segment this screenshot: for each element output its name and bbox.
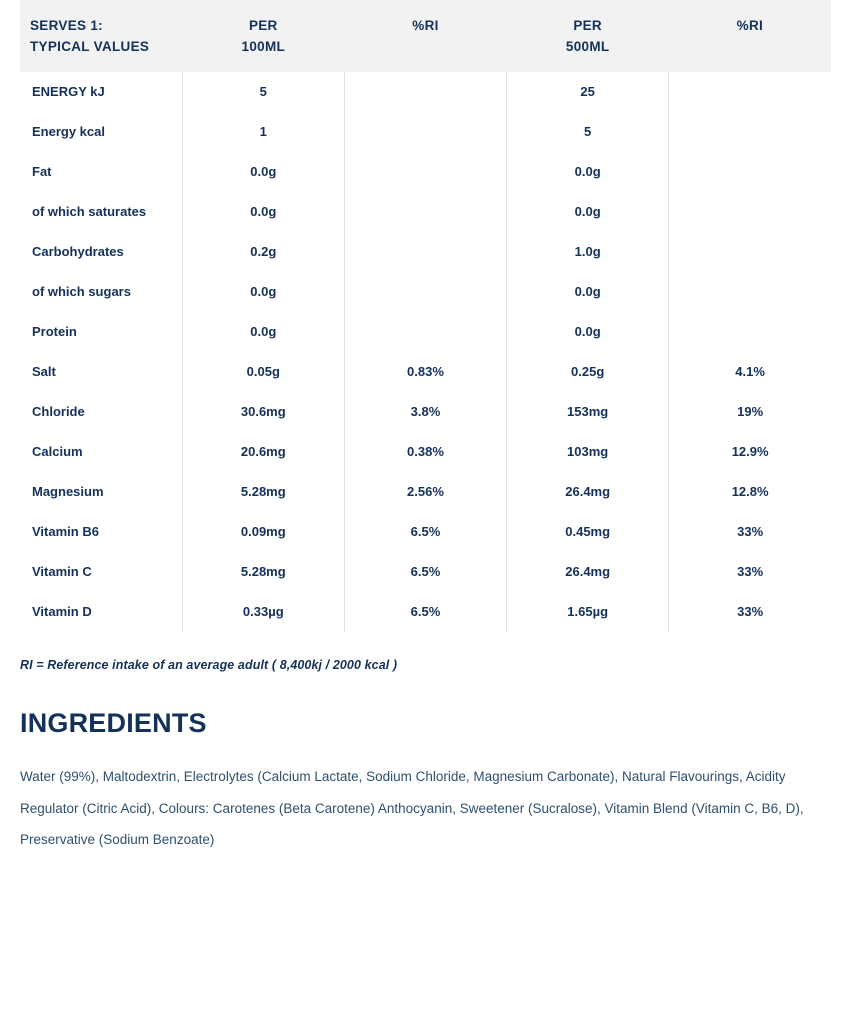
table-row bbox=[20, 272, 831, 312]
cell-ri-100ml: 0.83% bbox=[344, 352, 506, 392]
table-row bbox=[20, 232, 831, 272]
cell-ri-100ml bbox=[344, 192, 506, 232]
header-line1: PER bbox=[573, 18, 602, 33]
cell-per-100ml: 30.6mg bbox=[182, 392, 344, 432]
cell-ri-500ml bbox=[669, 272, 831, 312]
row-label: Vitamin B6 bbox=[32, 524, 99, 540]
cell-ri-500ml bbox=[669, 232, 831, 272]
cell-ri-100ml: 2.56% bbox=[344, 472, 506, 512]
table-row bbox=[20, 152, 831, 192]
row-label: Vitamin C bbox=[32, 564, 92, 580]
header-line1: %RI bbox=[412, 18, 439, 33]
cell-per-100ml: 0.0g bbox=[182, 152, 344, 192]
header-line2: TYPICAL VALUES bbox=[30, 38, 150, 54]
header-cell-typical-values bbox=[20, 0, 182, 72]
header-cell-per-100ml bbox=[182, 0, 344, 72]
cell-per-100ml: 5 bbox=[182, 72, 344, 112]
cell-ri-500ml: 33% bbox=[669, 512, 831, 552]
cell-ri-100ml: 0.38% bbox=[344, 432, 506, 472]
header-line1: PER bbox=[248, 18, 278, 33]
cell-ri-100ml bbox=[344, 312, 506, 352]
table-row bbox=[20, 592, 831, 632]
cell-per-100ml: 0.0g bbox=[182, 312, 344, 352]
row-label: Magnesium bbox=[32, 484, 104, 500]
cell-per-500ml: 5 bbox=[507, 112, 669, 152]
cell-per-100ml: 1 bbox=[182, 112, 344, 152]
cell-ri-100ml bbox=[344, 152, 506, 192]
header-cell-ri-100ml bbox=[344, 0, 506, 72]
cell-per-100ml: 0.2g bbox=[182, 232, 344, 272]
cell-ri-100ml: 6.5% bbox=[344, 592, 506, 632]
cell-ri-500ml bbox=[669, 112, 831, 152]
header-line1: SERVES 1: bbox=[30, 18, 103, 33]
row-label: Salt bbox=[32, 364, 56, 380]
row-label: Carbohydrates bbox=[32, 244, 124, 260]
row-label: Chloride bbox=[32, 404, 85, 420]
table-row bbox=[20, 192, 831, 232]
cell-per-500ml: 0.0g bbox=[507, 152, 669, 192]
cell-per-500ml: 0.0g bbox=[507, 312, 669, 352]
cell-ri-100ml bbox=[344, 72, 506, 112]
row-label: Calcium bbox=[32, 444, 83, 460]
table-row bbox=[20, 352, 831, 392]
row-label: Energy kcal bbox=[32, 124, 105, 140]
row-label: Vitamin D bbox=[32, 604, 92, 620]
cell-per-500ml: 0.0g bbox=[507, 272, 669, 312]
table-row bbox=[20, 472, 831, 512]
cell-ri-100ml: 6.5% bbox=[344, 512, 506, 552]
cell-per-100ml: 5.28mg bbox=[182, 472, 344, 512]
cell-ri-500ml bbox=[669, 312, 831, 352]
cell-per-500ml: 25 bbox=[507, 72, 669, 112]
table-row bbox=[20, 512, 831, 552]
table-row bbox=[20, 432, 831, 472]
table-row bbox=[20, 392, 831, 432]
cell-per-100ml: 0.0g bbox=[182, 272, 344, 312]
row-label: of which sugars bbox=[32, 284, 131, 300]
cell-ri-500ml bbox=[669, 72, 831, 112]
cell-per-500ml: 26.4mg bbox=[507, 552, 669, 592]
cell-per-100ml: 0.05g bbox=[182, 352, 344, 392]
cell-per-500ml: 0.45mg bbox=[507, 512, 669, 552]
table-row bbox=[20, 72, 831, 112]
reference-intake-note: RI = Reference intake of an average adult ( 8,400kj / 2000 kcal ) bbox=[20, 657, 398, 672]
header-cell-per-500ml bbox=[507, 0, 669, 72]
cell-per-500ml: 0.0g bbox=[507, 192, 669, 232]
table-row bbox=[20, 552, 831, 592]
table-header bbox=[20, 0, 831, 72]
ingredients-text: Water (99%), Maltodextrin, Electrolytes (Calcium Lactate, Sodium Chloride, Magnesium Carbonate), Natural Flavourings, Acidity Regulator (Citric Acid), Colours: Carotenes (Beta Carotene) Anthocyanin, Sweetener (Sucralose), Vitamin Blend (Vitamin C, B6, D), Preservative (Sodium Benzoate) bbox=[20, 768, 804, 848]
nutrition-table bbox=[20, 0, 831, 632]
cell-ri-500ml: 12.9% bbox=[669, 432, 831, 472]
table-body bbox=[20, 72, 831, 632]
ingredients-heading: INGREDIENTS bbox=[20, 707, 207, 738]
table-row bbox=[20, 112, 831, 152]
row-label: ENERGY kJ bbox=[32, 84, 105, 100]
cell-ri-100ml bbox=[344, 232, 506, 272]
cell-ri-500ml: 12.8% bbox=[669, 472, 831, 512]
cell-ri-500ml: 19% bbox=[669, 392, 831, 432]
cell-per-100ml: 20.6mg bbox=[182, 432, 344, 472]
cell-ri-100ml bbox=[344, 112, 506, 152]
header-line2: 100ML bbox=[241, 38, 286, 54]
cell-per-100ml: 0.09mg bbox=[182, 512, 344, 552]
cell-per-500ml: 153mg bbox=[507, 392, 669, 432]
header-line1: %RI bbox=[736, 18, 764, 33]
header-cell-ri-500ml bbox=[669, 0, 831, 72]
cell-per-500ml: 1.65µg bbox=[507, 592, 669, 632]
cell-per-500ml: 0.25g bbox=[507, 352, 669, 392]
table-row bbox=[20, 312, 831, 352]
cell-ri-500ml: 4.1% bbox=[669, 352, 831, 392]
cell-ri-100ml: 3.8% bbox=[344, 392, 506, 432]
header-line2: 500ML bbox=[565, 38, 610, 54]
cell-per-500ml: 26.4mg bbox=[507, 472, 669, 512]
row-label: Fat bbox=[32, 164, 52, 180]
cell-per-500ml: 1.0g bbox=[507, 232, 669, 272]
row-label: Protein bbox=[32, 324, 77, 340]
cell-per-100ml: 0.0g bbox=[182, 192, 344, 232]
cell-per-100ml: 5.28mg bbox=[182, 552, 344, 592]
cell-ri-500ml bbox=[669, 192, 831, 232]
cell-ri-500ml: 33% bbox=[669, 552, 831, 592]
cell-per-100ml: 0.33µg bbox=[182, 592, 344, 632]
table-header-row bbox=[20, 0, 831, 72]
cell-ri-500ml: 33% bbox=[669, 592, 831, 632]
cell-per-500ml: 103mg bbox=[507, 432, 669, 472]
cell-ri-500ml bbox=[669, 152, 831, 192]
row-label: of which saturates bbox=[32, 204, 147, 220]
cell-ri-100ml bbox=[344, 272, 506, 312]
cell-ri-100ml: 6.5% bbox=[344, 552, 506, 592]
